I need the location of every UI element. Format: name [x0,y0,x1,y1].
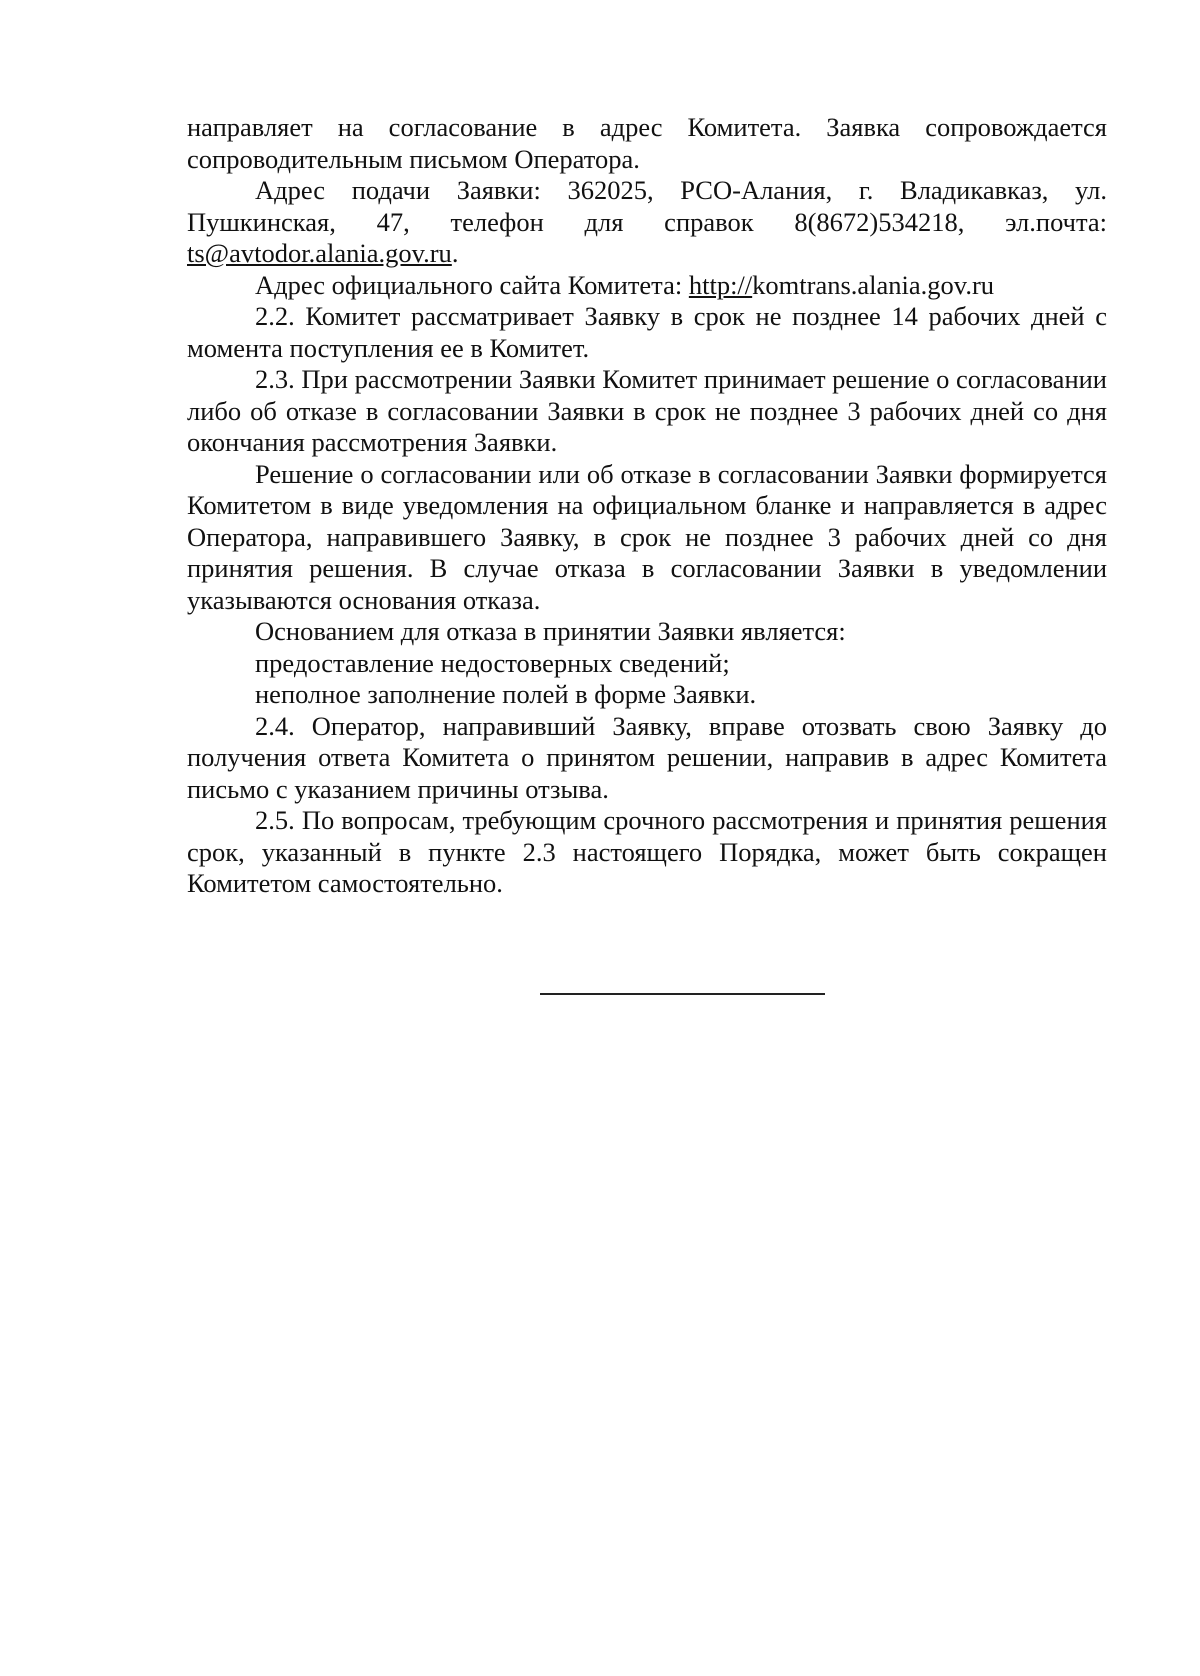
site-prefix: Адрес официального сайта Комитета: [255,269,689,300]
list-item-ground-2: неполное заполнение полей в форме Заявки. [255,679,757,709]
document-body [187,112,1107,900]
paragraph-2-3: 2.3. При рассмотрении Заявки Комитет принимает решение о согласовании либо об отказе в согласовании Заявки в срок не позднее 3 рабочих дней со дня окончания рассмотрения Заявки. [187,364,1107,457]
paragraph-website [187,270,1107,302]
paragraph-decision: Решение о согласовании или об отказе в согласовании Заявки формируется Комитетом в виде уведомления на официальном бланке и направляется в адрес Оператора, направившего Заявку, в срок не позднее 3 рабочих дней со дня принятия решения. В случае отказа в согласовании Заявки в уведомлении указываются основания отказа. [187,458,1107,615]
paragraph-address [187,175,1107,270]
list-item-ground-1: предоставление недостоверных сведений; [255,647,730,678]
paragraph-2-2: 2.2. Комитет рассматривает Заявку в срок не позднее 14 рабочих дней с момента поступления ее в Комитет. [187,301,1107,363]
closing-rule [540,993,825,995]
paragraph-refusal-grounds: Основанием для отказа в принятии Заявки является: [255,616,846,646]
email-link[interactable]: ts@avtodor.alania.gov.ru [187,238,452,268]
paragraph-intro: направляет на согласование в адрес Комитета. Заявка сопровождается сопроводительным письмом Оператора. [187,112,1107,174]
address-end: . [451,238,459,268]
site-protocol[interactable]: http:// [688,269,753,300]
paragraph-2-5: 2.5. По вопросам, требующим срочного рассмотрения и принятия решения срок, указанный в пункте 2.3 настоящего Порядка, может быть сокращен Комитетом самостоятельно. [187,805,1107,898]
paragraph-2-4: 2.4. Оператор, направивший Заявку, вправе отозвать свою Заявку до получения ответа Комитета о принятом решении, направив в адрес Комитета письмо с указанием причины отзыва. [187,710,1107,804]
address-text: Адрес подачи Заявки: 362025, РСО-Алания, г. Владикавказ, ул. Пушкинская, 47, телефон для справок 8(8672)534218, эл.почта: [187,175,1107,237]
site-domain[interactable]: komtrans.alania.gov.ru [752,269,995,300]
